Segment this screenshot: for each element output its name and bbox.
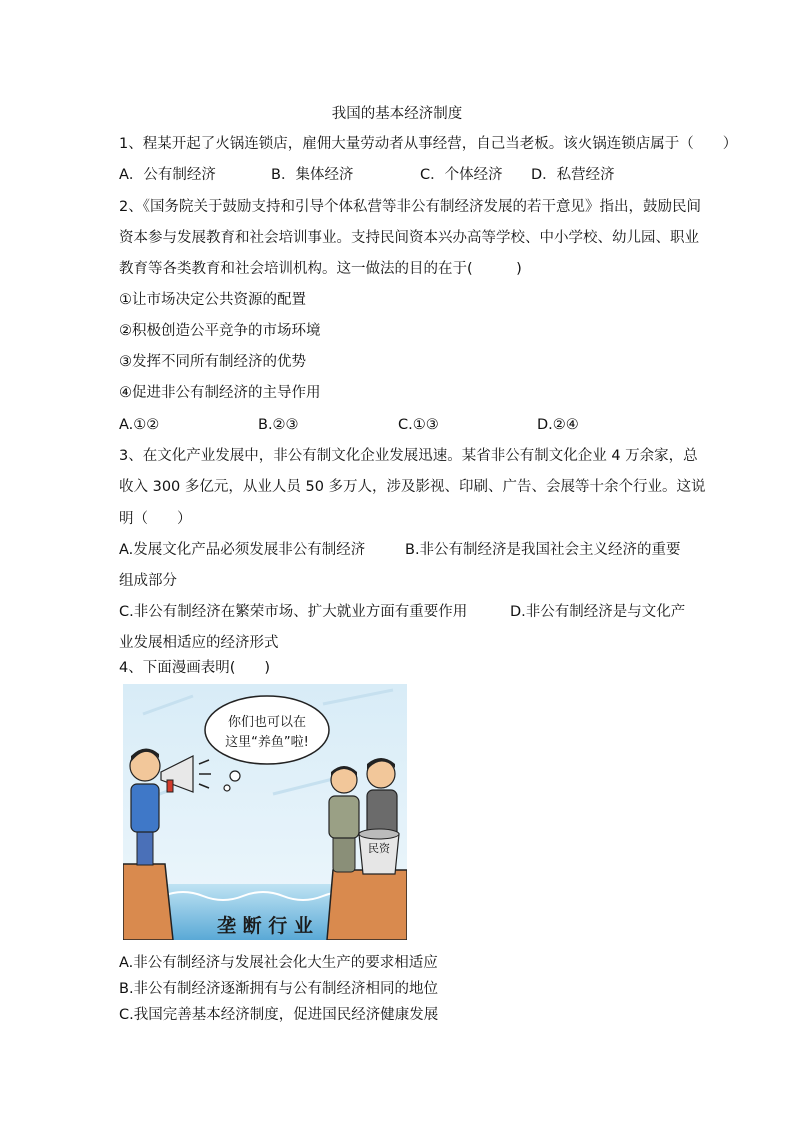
q2-item-3: ③发挥不同所有制经济的优势 — [119, 354, 306, 370]
q2-option-d: D.②④ — [537, 417, 579, 433]
q3-option-d-line-2: 业发展相适应的经济形式 — [119, 635, 279, 651]
man-right-on-cliff — [367, 758, 397, 840]
q3-line-1: 3、在文化产业发展中，非公有制文化企业发展迅速。某省非公有制文化企业 4 万余家，总 — [119, 448, 698, 464]
cartoon-illustration — [123, 684, 407, 940]
q3-option-c: C.非公有制经济在繁荣市场、扩大就业方面有重要作用 — [119, 604, 468, 620]
q1-option-b: B．集体经济 — [271, 167, 354, 183]
q1-option-c: C．个体经济 — [420, 167, 503, 183]
q2-option-b: B.②③ — [258, 417, 299, 433]
q1-stem: 1、程某开起了火锅连锁店，雇佣大量劳动者从事经营，自己当老板。该火锅连锁店属于（ ） — [119, 136, 738, 152]
bubble-text-line-2: 这里“养鱼”啦! — [225, 735, 309, 750]
q4-stem: 4、下面漫画表明( ) — [119, 660, 271, 676]
q2-item-4: ④促进非公有制经济的主导作用 — [119, 385, 321, 401]
q3-option-b-line-1: B.非公有制经济是我国社会主义经济的重要 — [405, 542, 681, 558]
q2-item-2: ②积极创造公平竞争的市场环境 — [119, 323, 321, 339]
bubble-text-line-1: 你们也可以在 — [227, 715, 307, 730]
q2-line-2: 资本参与发展教育和社会培训事业。支持民间资本兴办高等学校、中小学校、幼儿园、职业 — [119, 230, 699, 246]
q4-option-c: C.我国完善基本经济制度，促进国民经济健康发展 — [119, 1007, 439, 1023]
q3-option-b-line-2: 组成部分 — [119, 573, 177, 589]
man-left-on-cliff — [329, 766, 359, 872]
document-title: 我国的基本经济制度 — [331, 106, 463, 122]
q1-option-a: A．公有制经济 — [119, 167, 216, 183]
q4-option-a: A.非公有制经济与发展社会化大生产的要求相适应 — [119, 955, 438, 971]
q2-line-3: 教育等各类教育和社会培训机构。这一做法的目的在于( ) — [119, 261, 522, 277]
q1-option-d: D．私营经济 — [531, 167, 615, 183]
q2-line-1: 2、《国务院关于鼓励支持和引导个体私营等非公有制经济发展的若干意见》指出，鼓励民间 — [119, 199, 701, 215]
q2-item-1: ①让市场决定公共资源的配置 — [119, 292, 306, 308]
bucket-label: 民资 — [368, 842, 390, 855]
bucket — [359, 829, 399, 874]
q3-line-2: 收入 300 多亿元，从业人员 50 多万人，涉及影视、印刷、广告、会展等十余个行业。这说 — [119, 479, 706, 495]
q4-option-b: B.非公有制经济逐渐拥有与公有制经济相同的地位 — [119, 981, 439, 997]
left-cliff — [123, 864, 173, 940]
cartoon-caption: 垄 断 行 业 — [217, 915, 313, 937]
q2-option-c: C.①③ — [398, 417, 439, 433]
q2-option-a: A.①② — [119, 417, 160, 433]
q3-line-3: 明（ ） — [119, 511, 192, 527]
right-cliff — [327, 870, 407, 940]
q3-option-d-line-1: D.非公有制经济是与文化产 — [510, 604, 686, 620]
q3-option-a: A.发展文化产品必须发展非公有制经济 — [119, 542, 366, 558]
